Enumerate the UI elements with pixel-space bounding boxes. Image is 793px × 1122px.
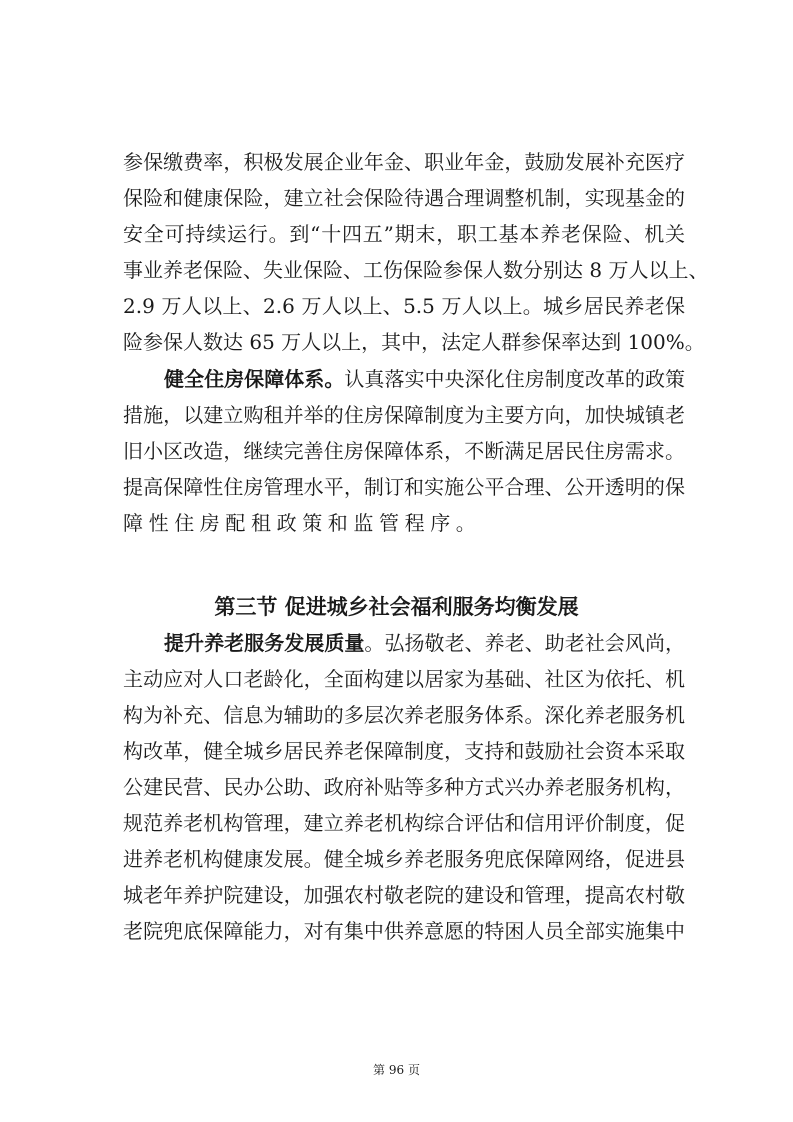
page-number: 第 96 页	[373, 1063, 420, 1077]
text-line: 城老年养护院建设，加强农村敬老院的建设和管理，提高农村敬	[123, 883, 685, 907]
text-line: 2.9 万人以上、2.6 万人以上、5.5 万人以上。城乡居民养老保	[123, 294, 685, 318]
paragraph-lead: 提升养老服务发展质量	[164, 631, 365, 655]
paragraph-text: 。弘扬敬老、养老、助老社会风尚，	[364, 631, 686, 655]
text-line: 规范养老机构管理，建立养老机构综合评估和信用评价制度，促	[123, 811, 685, 835]
text-line: 险参保人数达 65 万人以上，其中，法定人群参保率达到 100%。	[123, 330, 705, 354]
text-line: 老院兜底保障能力，对有集中供养意愿的特困人员全部实施集中	[123, 919, 685, 943]
text-line	[164, 625, 685, 661]
text-line: 构改革，健全城乡居民养老保障制度，支持和鼓励社会资本采取	[123, 739, 685, 763]
text-line: 事业养老保险、失业保险、工伤保险参保人数分别达 8 万人以上、	[123, 258, 709, 282]
text-line: 提高保障性住房管理水平，制订和实施公平合理、公开透明的保	[123, 475, 685, 499]
text-line: 参保缴费率，积极发展企业年金、职业年金，鼓励发展补充医疗	[123, 150, 685, 174]
text-line: 保险和健康保险，建立社会保险待遇合理调整机制，实现基金的	[123, 186, 685, 210]
paragraph-lead: 健全住房保障体系。	[164, 367, 345, 391]
text-line: 障性住房配租政策和监管程序。	[123, 511, 482, 535]
text-line: 构为补充、信息为辅助的多层次养老服务体系。深化养老服务机	[123, 703, 685, 727]
section-heading: 第三节 促进城乡社会福利服务均衡发展	[214, 594, 579, 619]
text-line	[164, 361, 685, 397]
paragraph-text: 认真落实中央深化住房制度改革的政策	[344, 367, 686, 391]
text-line: 安全可持续运行。到“十四五”期末，职工基本养老保险、机关	[123, 222, 685, 246]
text-line: 进养老机构健康发展。健全城乡养老服务兜底保障网络，促进县	[123, 847, 685, 871]
text-line: 公建民营、民办公助、政府补贴等多种方式兴办养老服务机构，	[123, 775, 685, 799]
text-line: 旧小区改造，继续完善住房保障体系，不断满足居民住房需求。	[123, 439, 685, 463]
text-line: 主动应对人口老龄化，全面构建以居家为基础、社区为依托、机	[123, 667, 685, 691]
text-line: 措施，以建立购租并举的住房保障制度为主要方向，加快城镇老	[123, 403, 685, 427]
